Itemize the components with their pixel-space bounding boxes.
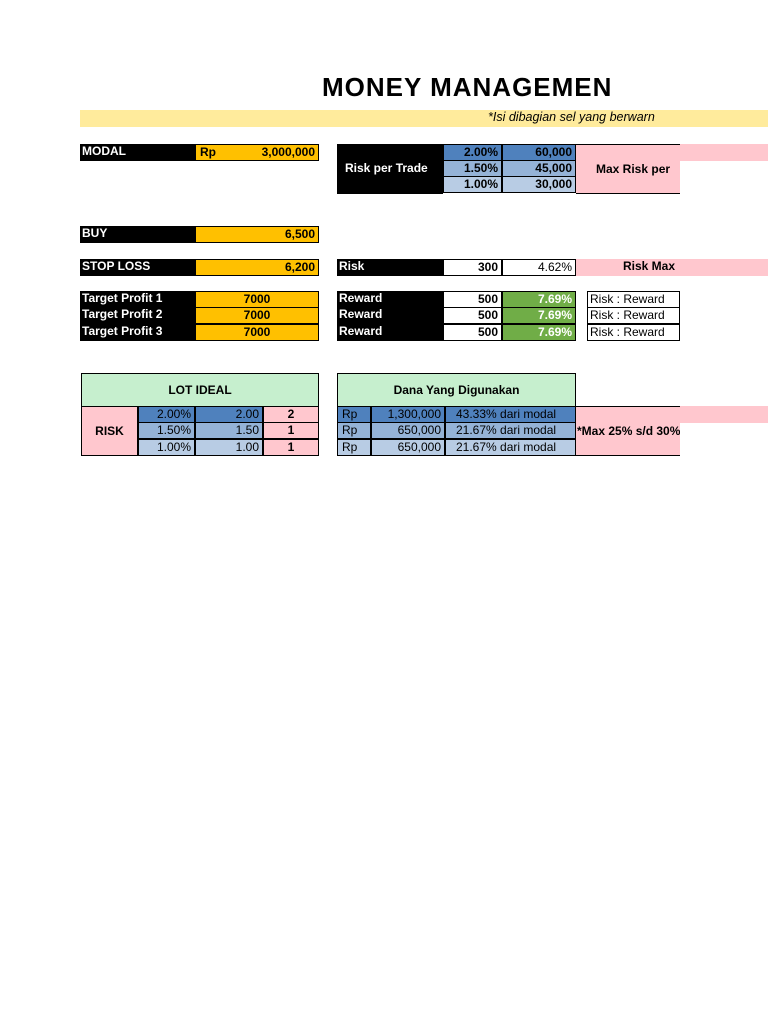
reward-2-label: Reward: [337, 307, 443, 324]
risk-amount-row-1: 60,000: [502, 144, 576, 161]
lot-pct-row-2: 1.50%: [138, 422, 195, 439]
lot-pct-row-3: 1.00%: [138, 439, 195, 456]
dana-pct-row-1: [445, 406, 576, 423]
lot-value-row-1: 2.00: [195, 406, 263, 423]
risk-amount-row-3: 30,000: [502, 176, 576, 193]
target-profit-1-label: Target Profit 1: [80, 291, 195, 308]
risk-reward-1-label: Risk : Reward: [587, 291, 680, 308]
reward-3-percent: 7.69%: [502, 324, 576, 341]
max-dana-overflow: [680, 406, 768, 423]
risk-max-overflow: [680, 259, 768, 276]
fill-note: *Isi dibagian sel yang berwarn: [488, 110, 655, 124]
buy-value-input[interactable]: 6,500: [195, 226, 319, 243]
risk-pct-row-2: 1.50%: [443, 160, 502, 177]
stop-loss-value-input[interactable]: 6,200: [195, 259, 319, 276]
risk-pct-row-1: 2.00%: [443, 144, 502, 161]
lot-int-row-3: 1: [263, 439, 319, 456]
risk-reward-3-label: Risk : Reward: [587, 324, 680, 341]
lot-int-row-1: 2: [263, 406, 319, 423]
modal-label: MODAL: [80, 144, 195, 161]
modal-currency: Rp: [195, 144, 235, 161]
max-risk-overflow-row-1: [680, 144, 768, 161]
dana-pct-row-3: [445, 439, 576, 456]
lot-value-row-2: 1.50: [195, 422, 263, 439]
dana-pct-value-row-3: 21.67%: [456, 440, 497, 454]
dana-currency-row-1: Rp: [337, 406, 371, 423]
dana-currency-row-3: Rp: [337, 439, 371, 456]
risk-percent: 4.62%: [502, 259, 576, 276]
target-profit-2-label: Target Profit 2: [80, 307, 195, 324]
reward-2-percent: 7.69%: [502, 307, 576, 324]
risk-label: Risk: [337, 259, 443, 276]
dana-pct-value-row-1: 43.33%: [456, 407, 497, 421]
risk-pct-row-3: 1.00%: [443, 176, 502, 193]
dana-pct-suffix-row-2: dari modal: [500, 423, 557, 437]
reward-3-value: 500: [443, 324, 502, 341]
lot-risk-label: RISK: [81, 406, 138, 456]
reward-1-value: 500: [443, 291, 502, 308]
risk-amount-row-2: 45,000: [502, 160, 576, 177]
target-profit-1-input[interactable]: 7000: [195, 291, 319, 308]
dana-currency-row-2: Rp: [337, 422, 371, 439]
reward-2-value: 500: [443, 307, 502, 324]
dana-amount-row-1: 1,300,000: [371, 406, 445, 423]
buy-label: BUY: [80, 226, 195, 243]
dana-pct-row-2: [445, 422, 576, 439]
dana-amount-row-2: 650,000: [371, 422, 445, 439]
reward-3-label: Reward: [337, 324, 443, 341]
sheet-title: MONEY MANAGEMEN: [322, 72, 613, 102]
lot-pct-row-1: 2.00%: [138, 406, 195, 423]
max-dana-note: *Max 25% s/d 30%: [576, 406, 680, 456]
target-profit-3-input[interactable]: 7000: [195, 324, 319, 341]
lot-ideal-header: LOT IDEAL: [81, 373, 319, 407]
dana-pct-suffix-row-3: dari modal: [500, 440, 557, 454]
risk-value: 300: [443, 259, 502, 276]
dana-header: Dana Yang Digunakan: [337, 373, 576, 407]
target-profit-2-input[interactable]: 7000: [195, 307, 319, 324]
lot-value-row-3: 1.00: [195, 439, 263, 456]
reward-1-label: Reward: [337, 291, 443, 308]
risk-reward-2-label: Risk : Reward: [587, 307, 680, 324]
risk-per-trade-label: Risk per Trade: [337, 144, 443, 194]
dana-pct-suffix-row-1: dari modal: [500, 407, 557, 421]
risk-max-label: Risk Max: [576, 259, 680, 276]
dana-amount-row-3: 650,000: [371, 439, 445, 456]
stop-loss-label: STOP LOSS: [80, 259, 195, 276]
dana-pct-value-row-2: 21.67%: [456, 423, 497, 437]
target-profit-3-label: Target Profit 3: [80, 324, 195, 341]
reward-1-percent: 7.69%: [502, 291, 576, 308]
modal-value-input[interactable]: 3,000,000: [235, 144, 319, 161]
lot-int-row-2: 1: [263, 422, 319, 439]
max-risk-per-label: Max Risk per: [576, 144, 680, 194]
